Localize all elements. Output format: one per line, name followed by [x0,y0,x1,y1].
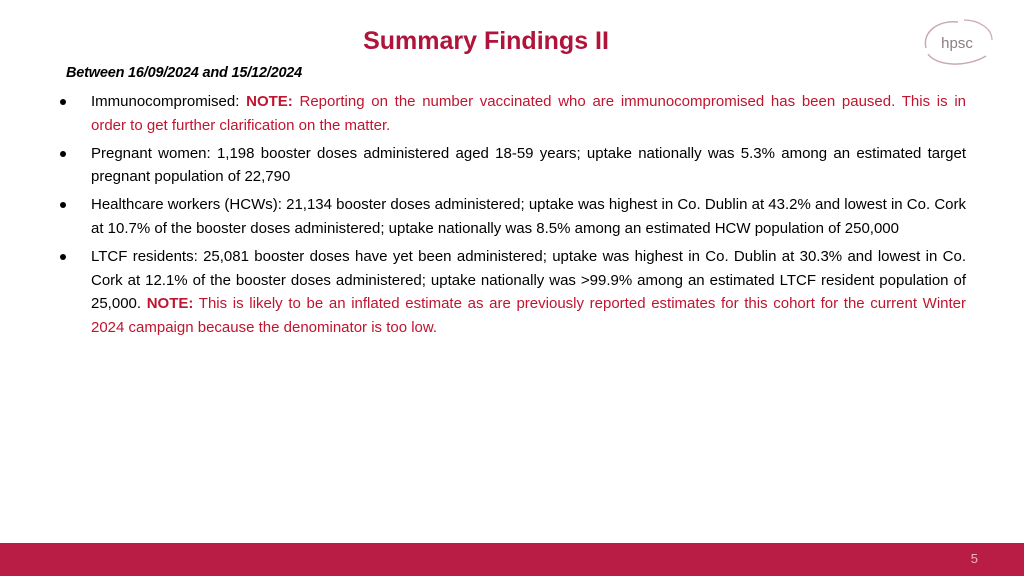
list-item [60,193,966,241]
bullet-term: Healthcare workers (HCWs) [91,196,278,214]
footer-bar [0,543,1024,576]
date-range-subtitle: Between 16/09/2024 and 15/12/2024 [66,65,303,81]
note-label: NOTE: [146,295,194,313]
bullet-term: Immunocompromised [91,93,236,110]
note-label: NOTE: [246,93,293,110]
bullet-dot-icon [60,254,66,260]
logo-text: hpsc [941,35,973,52]
bullet-dot-icon [60,202,66,208]
bullet-dot-icon [60,99,66,105]
bullet-text: : 1,198 booster doses administered aged 18-59 years; uptake nationally was 5.3% among an estimated target pregnant population of 22,790 [91,144,967,186]
bullet-text: : 21,134 booster doses administered; uptake was highest in Co. Dublin at 43.2% and lowest in Co. Cork at 10.7% of the booster doses administered; uptake nationally was 8.5% among an estimated HCW population of 250,000 [91,196,967,237]
bullet-text: : 25,081 booster doses have yet been administered; uptake was highest in Co. Dublin at 30.3% and lowest in Co. Cork at 12.1% of the booster doses administered; uptake nationally was >99.9% among an estimated LTCF resident population of 25,000. [91,247,966,313]
bullet-dot-icon [60,151,66,157]
page-number: 5 [970,551,978,566]
list-item [60,90,966,138]
findings-list [60,90,966,344]
bullet-term: LTCF residents [91,247,194,265]
note-text: Reporting on the number vaccinated who are immunocompromised has been paused. This is in order to get further clarification on the matter. [91,93,967,134]
list-item [60,142,966,190]
bullet-term: Pregnant women [91,144,207,162]
page-title: Summary Findings II [363,27,609,55]
hpsc-logo [916,14,998,70]
note-text: This is likely to be an inflated estimate as are previously reported estimates for this cohort for the current Winter 2024 campaign because the denominator is too low. [91,295,966,337]
bullet-separator: : [235,93,240,110]
list-item [60,245,966,340]
